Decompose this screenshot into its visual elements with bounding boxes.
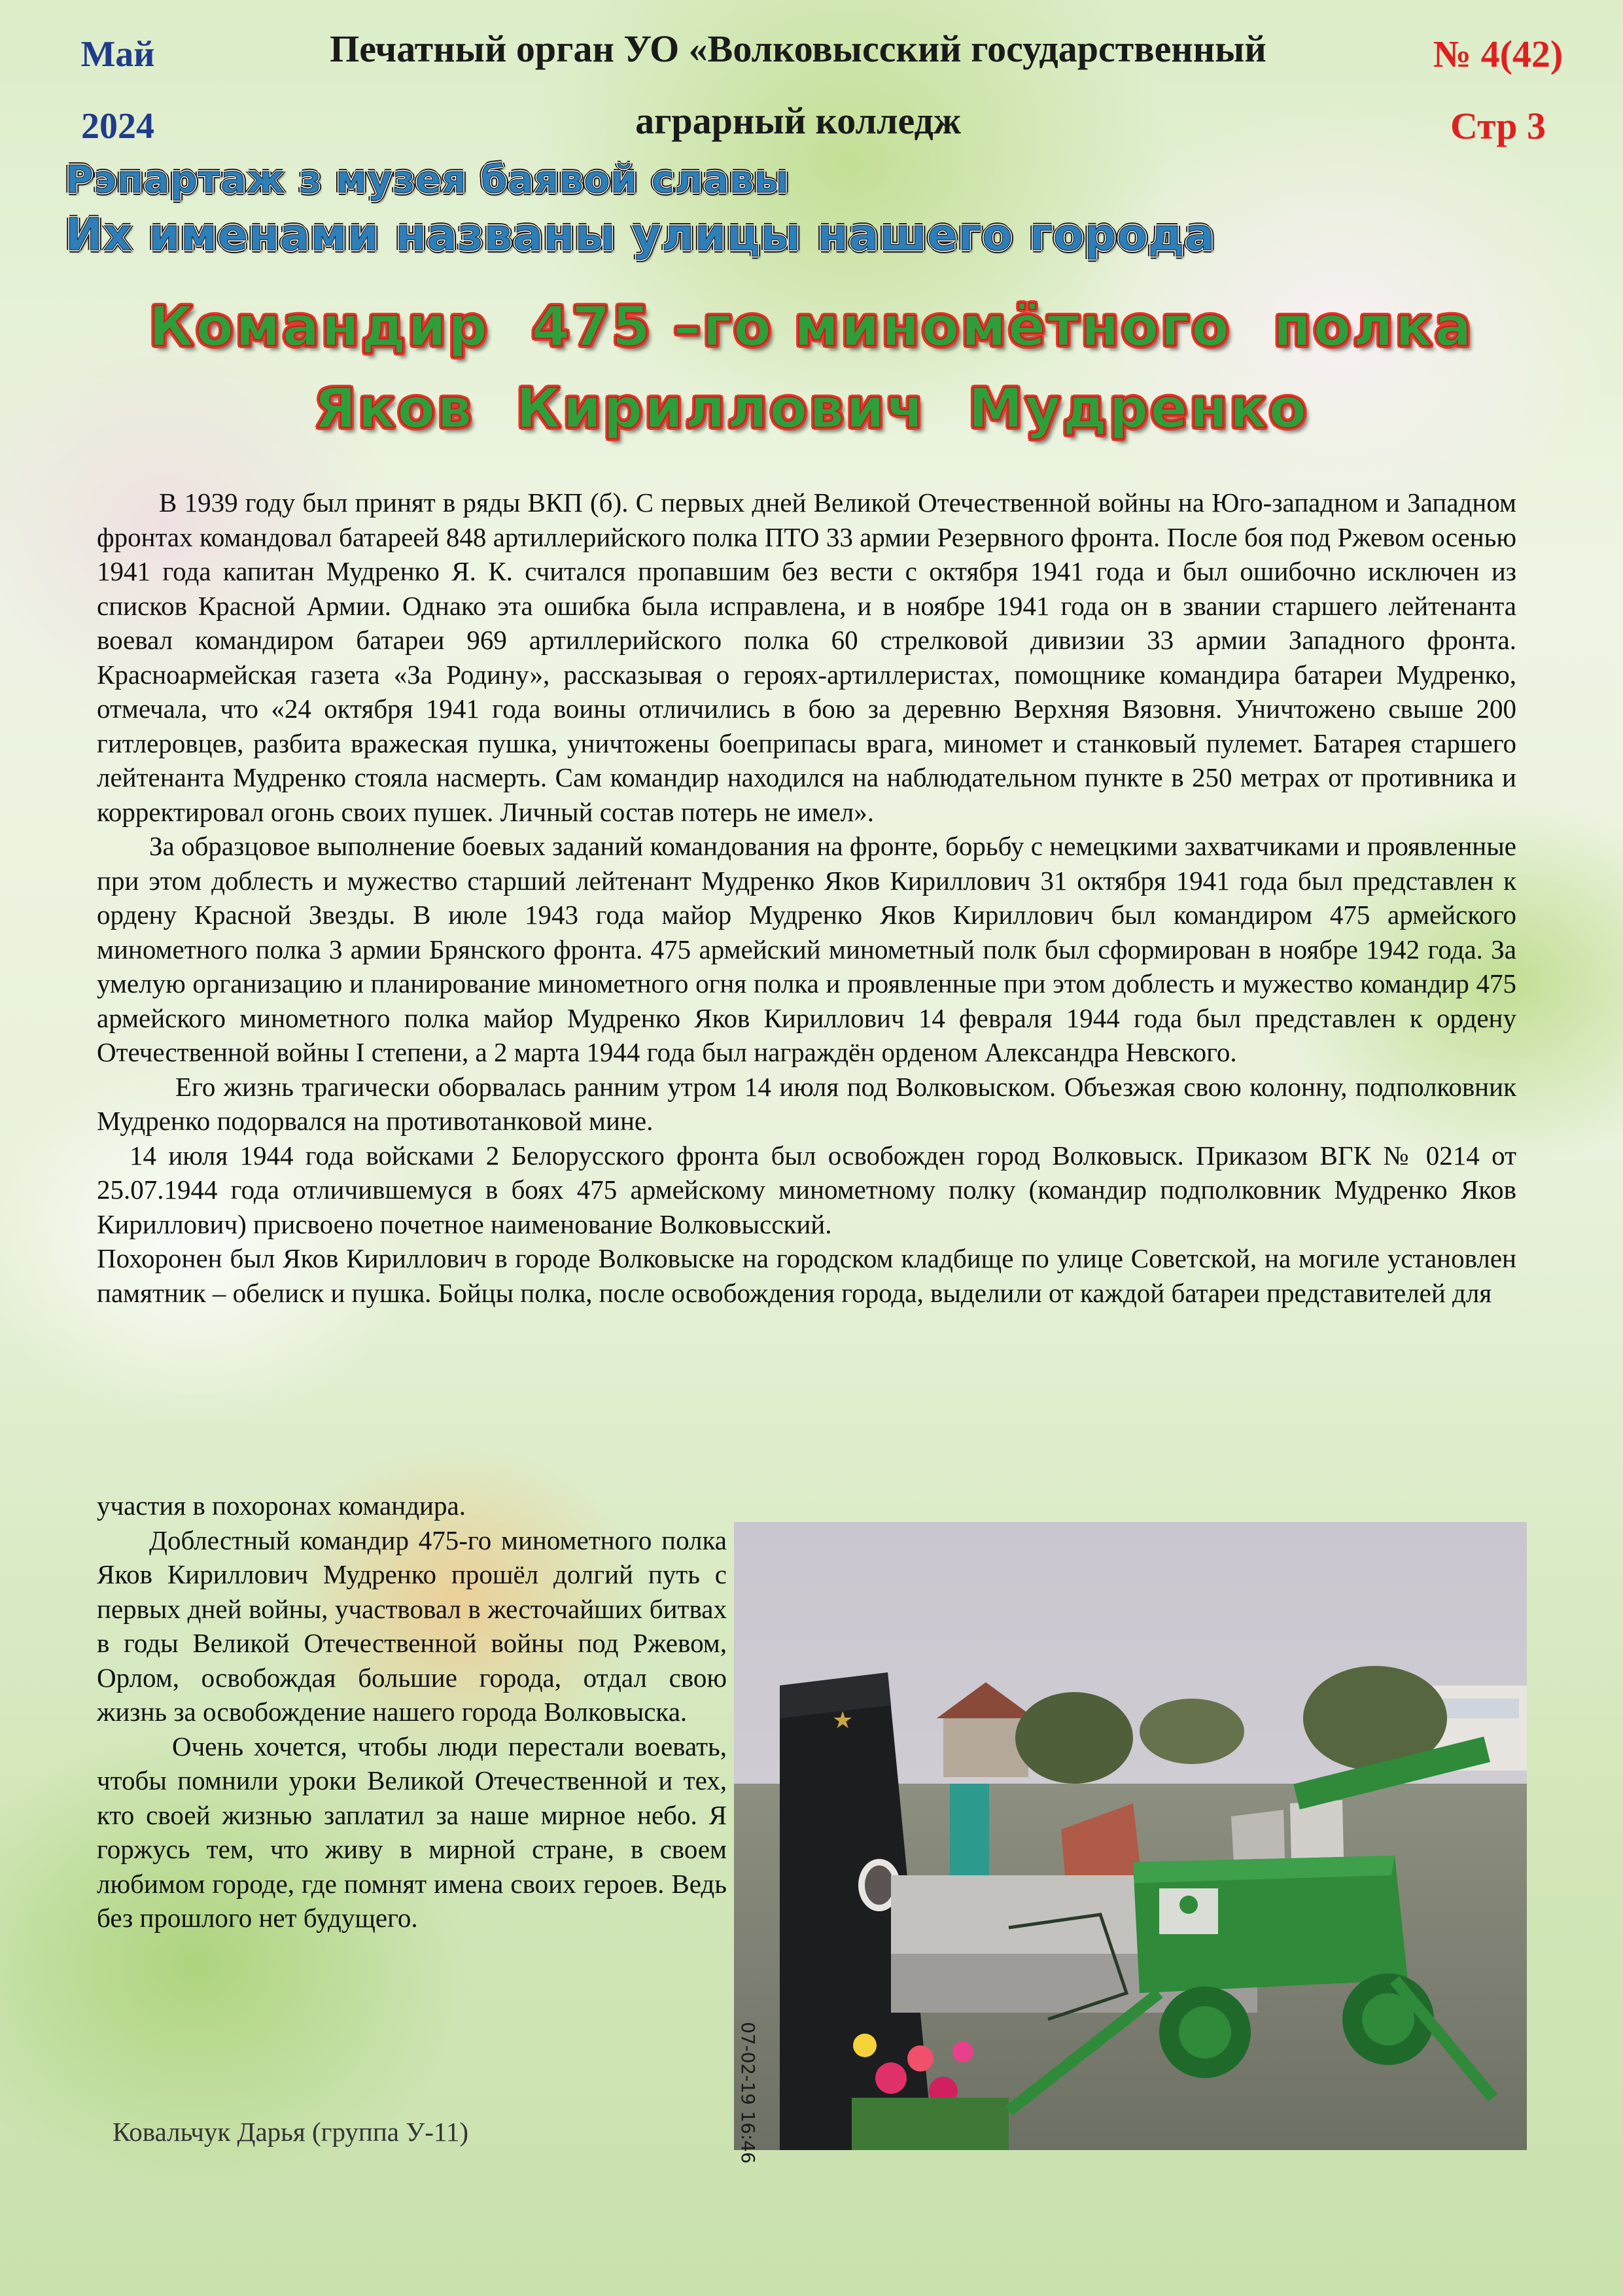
article-title-line-1: Командир 475 –го миномётного полка [148, 294, 1474, 359]
publisher-line-1: Печатный орган УО «Волковысский государственный [330, 27, 1266, 70]
paragraph: Доблестный командир 475-го минометного полка Яков Кириллович Мудренко прошёл долгий путь с первых дней войны, участвовал в жесточайших битвах в годы Великой Отечественной войны под Ржевом, Орлом, освобождая большие города, отдал свою жизнь за освобождение нашего города Волковыска. [97, 1525, 727, 1727]
paragraph: участия в похоронах командира. [97, 1491, 466, 1521]
publisher-line-2: аграрный колледж [635, 99, 961, 142]
article-body [97, 486, 1516, 1310]
section-subtitle: Их именами названы улицы нашего города [65, 209, 1215, 261]
paragraph: В 1939 году был принят в ряды ВКП (б). С первых дней Великой Отечественной войны на Юго-западном и Западном фронтах командовал батареей 848 артиллерийского полка ПТО 33 армии Резервного фронта. После боя под Ржевом осенью 1941 года капитан Мудренко Я. К. считался пропавшим без вести с октября 1941 года и был ошибочно исключен из списков Красной Армии. Однако эта ошибка была исправлена, и в ноябре 1941 года он в звании старшего лейтенанта воевал командиром батареи 969 артиллерийского полка 60 стрелковой дивизии 33 армии Западного фронта. Красноармейская газета «За Родину», рассказывая о героях-артиллеристах, помощнике командира батареи Мудренко, отмечала, что «24 октября 1941 года воины отличились в бою за деревню Верхняя Вязовня. Уничтожено свыше 200 гитлеровцев, разбита вражеская пушка, уничтожены боеприпасы врага, миномет и станковый пулемет. Батарея старшего лейтенанта Мудренко стояла насмерть. Сам командир находился на наблюдательном пункте в 250 метрах от противника и корректировал огонь своих пушек. Личный состав потерь не имел». [97, 487, 1516, 827]
page-number: Стр 3 [1450, 105, 1546, 147]
paragraph: 14 июля 1944 года войсками 2 Белорусского фронта был освобожден город Волковыск. Приказом ВГК № 0214 от 25.07.1944 года отличившемуся в боях 475 армейскому минометному полку (командир подполковник Мудренко Яков Кириллович) присвоено почетное наименование Волковысский. [97, 1140, 1516, 1239]
photo-timestamp: 07-02-19 16:46 [737, 2022, 759, 2164]
issue-month: Май [80, 34, 155, 75]
publisher [236, 13, 1361, 157]
article-body-narrow [97, 1489, 727, 1935]
issue-number: № 4(42) [1433, 33, 1563, 75]
author-byline: Ковальчук Дарья (группа У-11) [113, 2117, 469, 2147]
paragraph: Очень хочется, чтобы люди перестали воевать, чтобы помнили уроки Великой Отечественной и тех, кто своей жизнью заплатил за наше мирное небо. Я горжусь тем, что живу в мирной стране, в своем любимом городе, где помнят имена своих героев. Ведь без прошлого нет будущего. [97, 1731, 727, 1933]
issue-date [56, 18, 180, 162]
paragraph: Похоронен был Яков Кириллович в городе Волковыске на городском кладбище по улице Советской, на могиле установлен памятник – обелиск и пушка. Бойцы полка, после освобождения города, выделили от каждой батареи представителей для [97, 1243, 1516, 1308]
memorial-photo [734, 1522, 1527, 2150]
paragraph: За образцовое выполнение боевых заданий командования на фронте, борьбу с немецкими захватчиками и проявленные при этом доблесть и мужество старший лейтенант Мудренко Яков Кириллович 31 октября 1941 года был представлен к ордену Красной Звезды. В июле 1943 года майор Мудренко Яков Кириллович был командиром 475 армейского минометного полка 3 армии Брянского фронта. 475 армейский минометный полк был сформирован в ноябре 1942 года. За умелую организацию и планирование минометного огня полка и проявленные при этом доблесть и мужество командир 475 армейского минометного полка майор Мудренко Яков Кириллович 14 февраля 1944 года был представлен к ордену Отечественной войны I степени, а 2 марта 1944 года был награждён орденом Александра Невского. [97, 831, 1516, 1067]
section-kicker: Рэпартаж з музея баявой славы [65, 157, 790, 202]
article-title-line-2: Яков Кириллович Мудренко [313, 376, 1309, 440]
svg-text:★: ★ [832, 1707, 854, 1734]
issue-info [1400, 18, 1596, 162]
issue-year: 2024 [81, 106, 154, 147]
paragraph: Его жизнь трагически оборвалась ранним утром 14 июля под Волковыском. Объезжая свою колонну, подполковник Мудренко подорвался на противотанковой мине. [97, 1071, 1516, 1136]
